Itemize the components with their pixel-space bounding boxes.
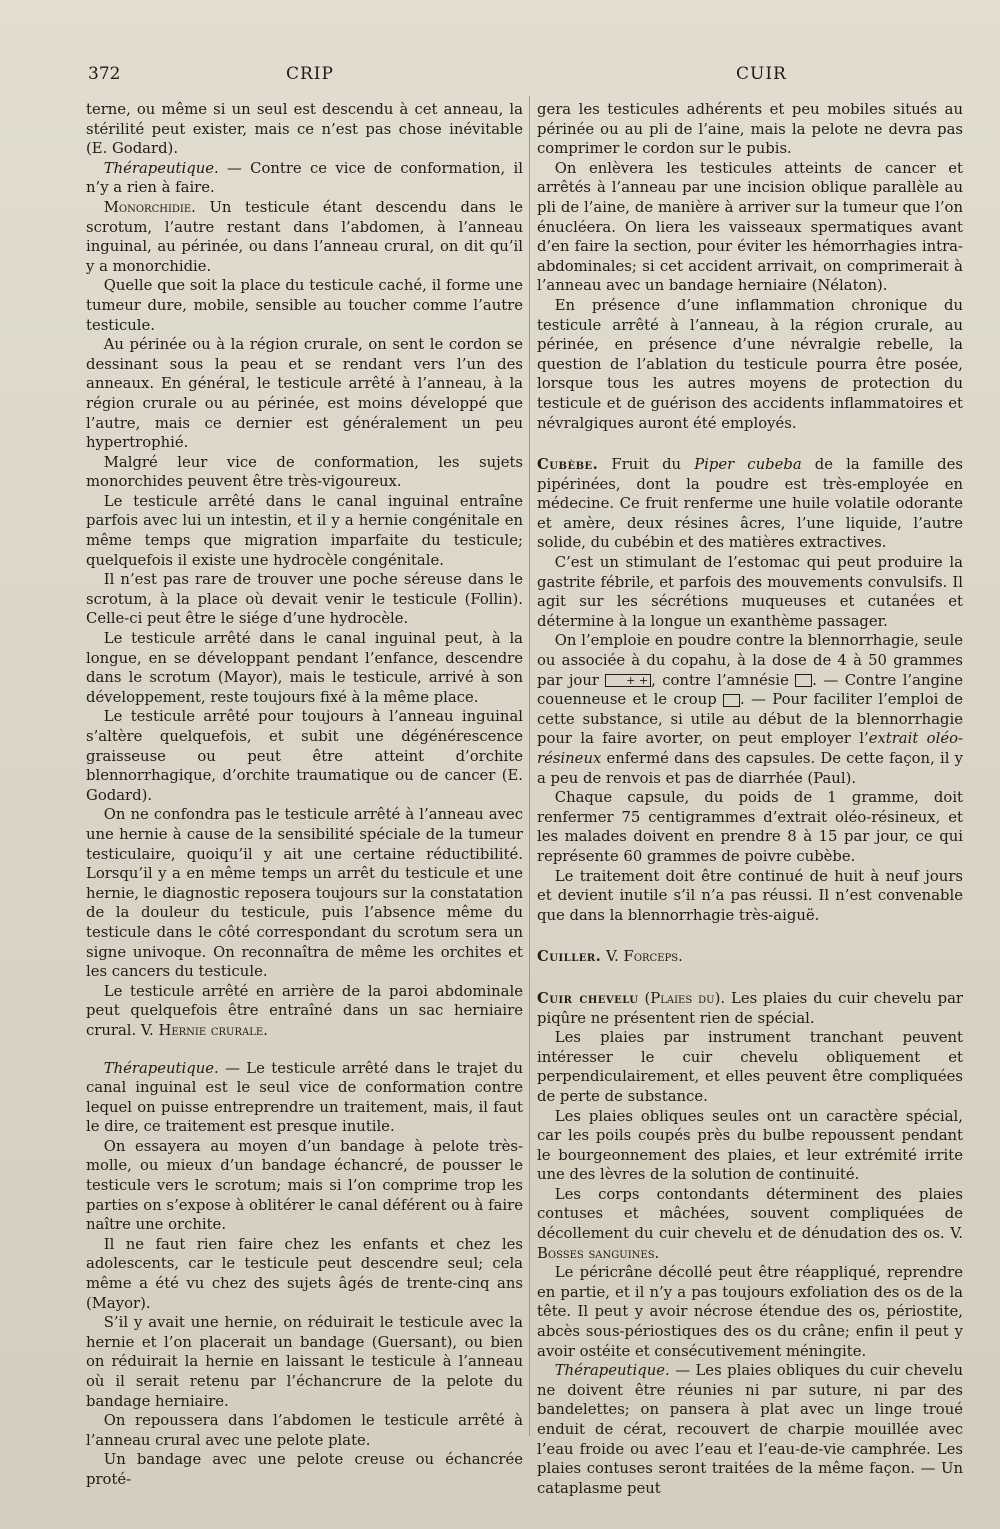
dictionary-entry: Cuiller. V. Forceps. [537,948,683,966]
paragraph: Thérapeutique. — Les plaies obliques du cuir chevelu ne doivent être réunies ni par suture, ni par des bandelettes; on pansera à plat avec un linge troué enduit de cérat, recouvert de charpie mouillée avec l’eau froide ou avec l’eau et l’eau-de-vie camphrée. Les plaies contuses seront traitées de la même façon. — Un cataplasme peut [537,1362,963,1497]
paragraph: On ne confondra pas le testicule arrêté à l’anneau avec une hernie à cause de la sensibilité spéciale de la tumeur testiculaire, quoiqu’il y ait une certaine réductibilité. Lorsqu’il y a en même temps un arrêt du testicule et une hernie, le diagnostic reposera toujours sur la constatation de la douleur du testicule, puis l’absence même du testicule dans le côté correspondant du scrotum sera un signe univoque. On reconnaîtra de même les orchites et les cancers du testicule. [86,806,523,981]
cross-reference: Hernie crurale. [158,1021,268,1039]
paragraph: Le testicule arrêté dans le canal inguinal peut, à la longue, en se développant pendant l’enfance, descendre dans le scrotum (Mayor), mais le testicule, arrivé à son développement, reste toujours fixé à la même place. [86,630,523,706]
subheading: Monorchidie. [103,198,196,216]
section-label: Thérapeutique. [103,1059,219,1077]
paragraph: Thérapeutique. — Le testicule arrêté dans le trajet du canal inguinal est le seul vice de conformation contre lequel on puisse entreprendre un traitement, mais, il faut le dire, ce traitement est presque inutile. [86,1059,523,1136]
running-header [0,64,1000,94]
right-running-head: CUIR [736,64,787,84]
cross-reference: Forceps. [623,948,683,966]
paragraph: Le testicule arrêté en arrière de la paroi abdominale peut quelquefois être entraîné dans un sac herniaire crural. V. Hernie crurale. [86,982,523,1039]
section-label: Thérapeutique. [554,1362,670,1380]
column-divider [529,96,530,1436]
paragraph: Un bandage avec une pelote creuse ou échancrée proté- [86,1451,523,1488]
paragraph: Malgré leur vice de conformation, les sujets monorchides peuvent être très-vigoureux. [86,453,523,491]
dictionary-entry: Cuir chevelu (Plaies du). Les plaies du cuir chevelu par piqûre ne présentent rien de spécial. [537,989,963,1027]
paragraph: C’est un stimulant de l’estomac qui peut produire la gastrite fébrile, et parfois des mouvements convulsifs. Il agit sur les sécrétions muqueuses et cutanées et détermine à la longue un exanthème passager. [537,554,963,630]
paragraph: On l’emploie en poudre contre la blennorrhagie, seule ou associée à du copahu, à la dose de 4 à 50 grammes par jour + + , contre l’amnésie . — Contre l’angine couenneuse et le croup . — Pour faciliter l’emploi de cette substance, si utile au début de la blennorrhagie pour la faire avorter, on peut employer l’extrait oléo-résineux enfermé dans des capsules. De cette façon, il y a peu de renvois et pas de diarrhée (Paul). [537,632,963,787]
left-column [86,100,523,1490]
dictionary-entry: Cubèbe. Fruit du Piper cubeba de la famille des pipérinées, dont la poudre est très-employée en médecine. Ce fruit renferme une huile volatile odorante et amère, deux résines âcres, l’une liquide, l’autre solide, du cubébin et des matières extractives. [537,456,963,552]
paragraph: On enlèvera les testicules atteints de cancer et arrêtés à l’anneau par une incision oblique parallèle au pli de l’aine, de manière à arriver sur la tumeur que l’on énucléera. On liera les vaisseaux spermatiques avant d’en faire la section, pour éviter les hémorrhagies intra-abdominales; si cet accident arrivait, on comprimerait à l’anneau avec un bandage herniaire (Nélaton). [537,159,963,295]
paragraph: Les plaies obliques seules ont un caractère spécial, car les poils coupés près du bulbe repoussent pendant le bourgeonnement des plaies, et leur extrémité irrite une des lèvres de la solution de continuité. [537,1107,963,1184]
entry-headword: Cuiller. [537,948,602,966]
paragraph: S’il y avait une hernie, on réduirait le testicule avec la hernie et l’on placerait un bandage (Guersant), ou bien on réduirait la hernie en laissant le testicule à l’anneau où il serait retenu par l’échancrure de la pelote du bandage herniaire. [86,1314,523,1410]
paragraph: Il ne faut rien faire chez les enfants et chez les adolescents, car le testicule peut descendre seul; cela même a été vu chez des sujets âgés de trente-cinq ans (Mayor). [86,1235,523,1312]
double-cross-symbol: + + [605,674,651,687]
paragraph: Le testicule arrêté dans le canal inguinal entraîne parfois avec lui un intestin, et il y a hernie congénitale en même temps que migration imparfaite du testicule; quelquefois il existe une hydrocèle congénitale. [86,492,523,569]
paragraph: gera les testicules adhérents et peu mobiles situés au périnée ou au pli de l’aine, mais la pelote ne devra pas comprimer le cordon sur le pubis. [537,101,963,158]
paragraph: Monorchidie. Un testicule étant descendu dans le scrotum, l’autre restant dans l’abdomen, à l’anneau inguinal, au périnée, ou dans l’anneau crural, on dit qu’il y a monorchidie. [86,198,523,275]
square-symbol [795,674,812,687]
right-column [537,100,963,1498]
section-label: Thérapeutique. [103,159,219,177]
paragraph: Au périnée ou à la région crurale, on sent le cordon se dessinant sous la peau et se rendant vers l’un des anneaux. En général, le testicule arrêté à l’anneau, à la région crurale ou au périnée, est moins développé que l’autre, mais ce dernier est généralement un peu hypertrophié. [86,336,523,452]
paragraph: Le testicule arrêté pour toujours à l’anneau inguinal s’altère quelquefois, et subit une dégénérescence graisseuse ou peut être atteint d’orchite blennorrhagique, d’orchite traumatique ou de cancer (E. Godard). [86,708,523,804]
paragraph: Les plaies par instrument tranchant peuvent intéresser le cuir chevelu obliquement et perpendiculairement, et elles peuvent être compliquées de perte de substance. [537,1029,963,1105]
paragraph: Chaque capsule, du poids de 1 gramme, doit renfermer 75 centigrammes d’extrait oléo-résineux, et les malades doivent en prendre 8 à 15 par jour, ce qui représente 60 grammes de poivre cubèbe. [537,789,963,865]
entry-headword: Cubèbe. [537,456,599,474]
paragraph: Quelle que soit la place du testicule caché, il forme une tumeur dure, mobile, sensible au toucher comme l’autre testicule. [86,277,523,334]
paragraph: On repoussera dans l’abdomen le testicule arrêté à l’anneau crural avec une pelote plate. [86,1412,523,1449]
cross-reference: Bosses sanguines. [537,1244,660,1262]
page-number: 372 [88,64,121,84]
left-running-head: CRIP [286,64,334,84]
paragraph: Les corps contondants déterminent des plaies contuses et mâchées, souvent compliquées de décollement du cuir chevelu et de dénudation des os. V. Bosses sanguines. [537,1185,963,1262]
entry-headword: Cuir chevelu [537,989,639,1007]
paragraph: Le traitement doit être continué de huit à neuf jours et devient inutile s’il n’a pas réussi. Il n’est convenable que dans la blennorrhagie très-aiguë. [537,867,963,924]
paragraph: Le péricrâne décollé peut être réappliqué, reprendre en partie, et il n’y a pas toujours exfoliation des os de la tête. Il peut y avoir nécrose étendue des os, périostite, abcès sous-périostiques des os du crâne; enfin il peut y avoir ostéite et consécutivement méningite. [537,1264,963,1360]
paragraph: Il n’est pas rare de trouver une poche séreuse dans le scrotum, à la place où devait venir le testicule (Follin). Celle-ci peut être le siége d’une hydrocèle. [86,571,523,628]
paragraph: En présence d’une inflammation chronique du testicule arrêté à l’anneau, à la région crurale, au périnée, en présence d’une névralgie rebelle, la question de l’ablation du testicule pourra être posée, lorsque tous les autres moyens de protection du testicule et de guérison des accidents inflammatoires et névralgiques auront été employés. [537,296,963,432]
paragraph: On essayera au moyen d’un bandage à pelote très-molle, ou mieux d’un bandage échancré, de pousser le testicule vers le scrotum; mais si l’on comprime trop les parties on s’expose à oblitérer le canal déférent ou à faire naître une orchite. [86,1137,523,1234]
paragraph: terne, ou même si un seul est descendu à cet anneau, la stérilité peut exister, mais ce n’est pas chose inévitable (E. Godard). [86,101,523,158]
paragraph: Thérapeutique. — Contre ce vice de conformation, il n’y a rien à faire. [86,159,523,197]
square-symbol [723,694,740,707]
